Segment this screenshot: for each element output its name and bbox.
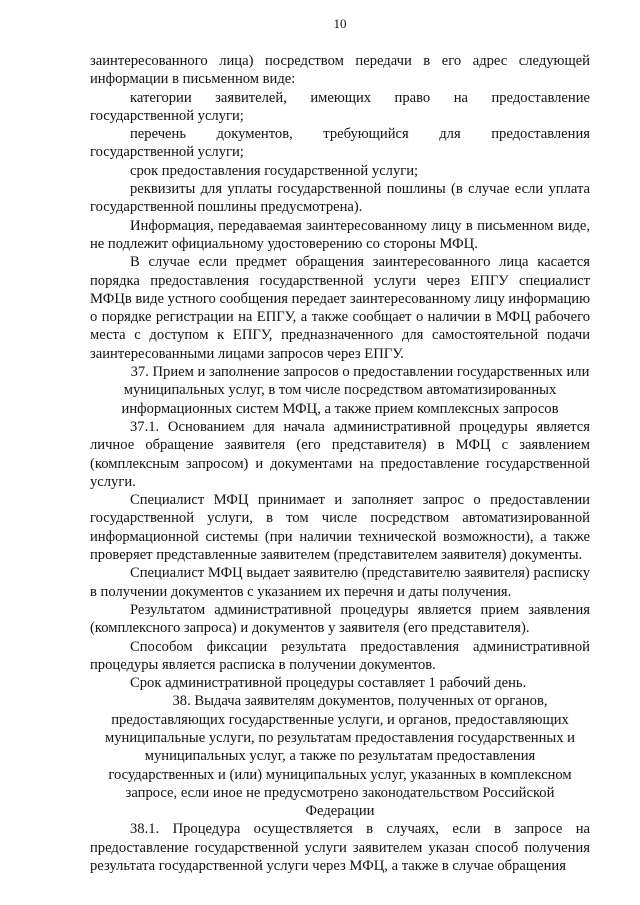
paragraph-37-1: 37.1. Основанием для начала административной процедуры является личное обращение заявителя (его представителя) в МФЦ с заявлением (комплексным запросом) и документами на предоставление государственной услуги. <box>90 418 590 490</box>
paragraph-fixation: Способом фиксации результата предоставления административной процедуры является расписка в получении документов. <box>90 638 590 673</box>
list-item-documents: перечень документов, требующийся для предоставления государственной услуги; <box>90 126 590 161</box>
paragraph-written-info: Информация, передаваемая заинтересованному лицу в письменном виде, не подлежит официальному удостоверению со стороны МФЦ. <box>90 217 590 252</box>
page-number: 10 <box>333 16 347 31</box>
paragraph-specialist-issues: Специалист МФЦ выдает заявителю (представителю заявителя) расписку в получении документов с указанием их перечня и даты получения. <box>90 565 590 600</box>
paragraph-specialist-accepts: Специалист МФЦ принимает и заполняет запрос о предоставлении государственной услуги, в том числе посредством автоматизированной информационной системы (при наличии технической возможности), а также проверяет представленные заявителем (представителем заявителя) документы. <box>90 492 590 564</box>
paragraph-continuation: заинтересованного лица) посредством передачи в его адрес следующей информации в письменном виде: <box>90 53 590 88</box>
document-page <box>90 14 590 875</box>
paragraph-38-1: 38.1. Процедура осуществляется в случаях, если в запросе на предоставление государственной услуги заявителем указан способ получения результата государственной услуги через МФЦ, а также в случае обращения <box>90 821 590 875</box>
paragraph-epgu: В случае если предмет обращения заинтересованного лица касается порядка предоставления государственной услуги через ЕПГУ специалист МФЦв виде устного сообщения передает заинтересованному лицу информацию о порядке регистрации на ЕПГУ, а также сообщает о наличии в МФЦ рабочего места с доступом к ЕПГУ, предназначенного для самостоятельной подачи заинтересованными лицами запросов через ЕПГУ. <box>90 254 590 362</box>
list-item-requisites: реквизиты для уплаты государственной пошлины (в случае если уплата государственной пошлины предусмотрена). <box>90 181 590 216</box>
paragraph-term: Срок административной процедуры составляет 1 рабочий день. <box>130 675 527 692</box>
section-heading-38: 38. Выдача заявителям документов, полученных от органов, предоставляющих государственные услуги, и органов, предоставляющих муниципальные услуги, по результатам предоставления государственных и муниципальных услуг, а также по результатам предоставления государственных и (или) муниципальных услуг, указанных в комплексном запросе, если иное не предусмотрено законодательством Российской Федерации <box>105 693 575 820</box>
section-heading-37: 37. Прием и заполнение запросов о предоставлении государственных или муниципальных услуг, в том числе посредством автоматизированных информационных систем МФЦ, а также прием комплексных запросов <box>121 364 590 417</box>
paragraph-result: Результатом административной процедуры является прием заявления (комплексного запроса) и документов у заявителя (его представителя). <box>90 601 590 637</box>
list-item-term: срок предоставления государственной услуги; <box>130 162 419 179</box>
list-item-categories: категории заявителей, имеющих право на предоставление государственной услуги; <box>90 89 590 124</box>
